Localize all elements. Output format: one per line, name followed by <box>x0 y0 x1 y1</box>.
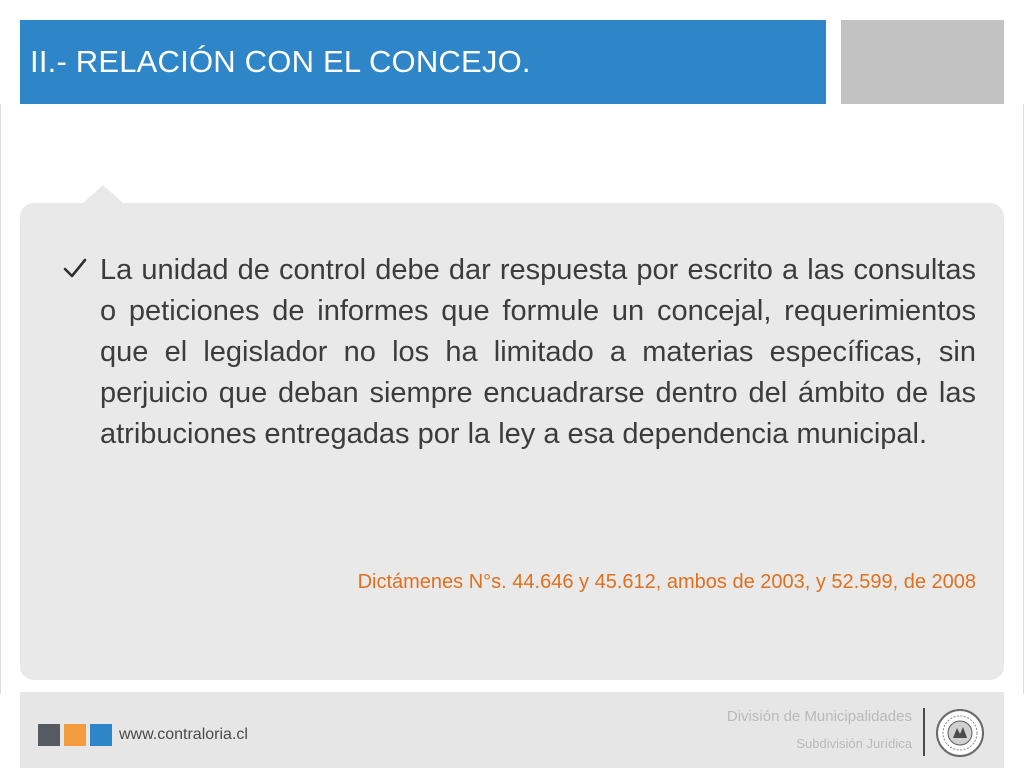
division-name: División de Municipalidades <box>726 708 912 725</box>
title-bar <box>20 20 826 104</box>
header-accent-block <box>841 20 1004 104</box>
footer <box>20 692 1004 768</box>
contraloria-seal-icon <box>935 708 985 758</box>
website-link[interactable]: www.contraloria.cl <box>119 726 248 743</box>
footer-square-orange <box>64 724 86 746</box>
footer-square-blue <box>90 724 112 746</box>
bullet-paragraph: La unidad de control debe dar respuesta por escrito a las consultas o peticiones de informes que formule un concejal, requerimientos que el legislador no los ha limitado a materias específicas, sin perjuicio que deban siempre encuadrarse dentro del ámbito de las atribuciones entregadas por la ley a esa dependencia municipal. <box>100 254 976 450</box>
slide-title: II.- RELACIÓN CON EL CONCEJO. <box>30 44 531 79</box>
subdivision-name: Subdivisión Jurídica <box>796 736 912 751</box>
panel-notch <box>82 185 124 204</box>
checkmark-icon <box>62 255 88 281</box>
footer-divider <box>923 708 925 756</box>
left-border-line <box>0 104 1 694</box>
footer-square-dark <box>38 724 60 746</box>
citation-text: Dictámenes N°s. 44.646 y 45.612, ambos de 2003, y 52.599, de 2008 <box>357 571 976 593</box>
